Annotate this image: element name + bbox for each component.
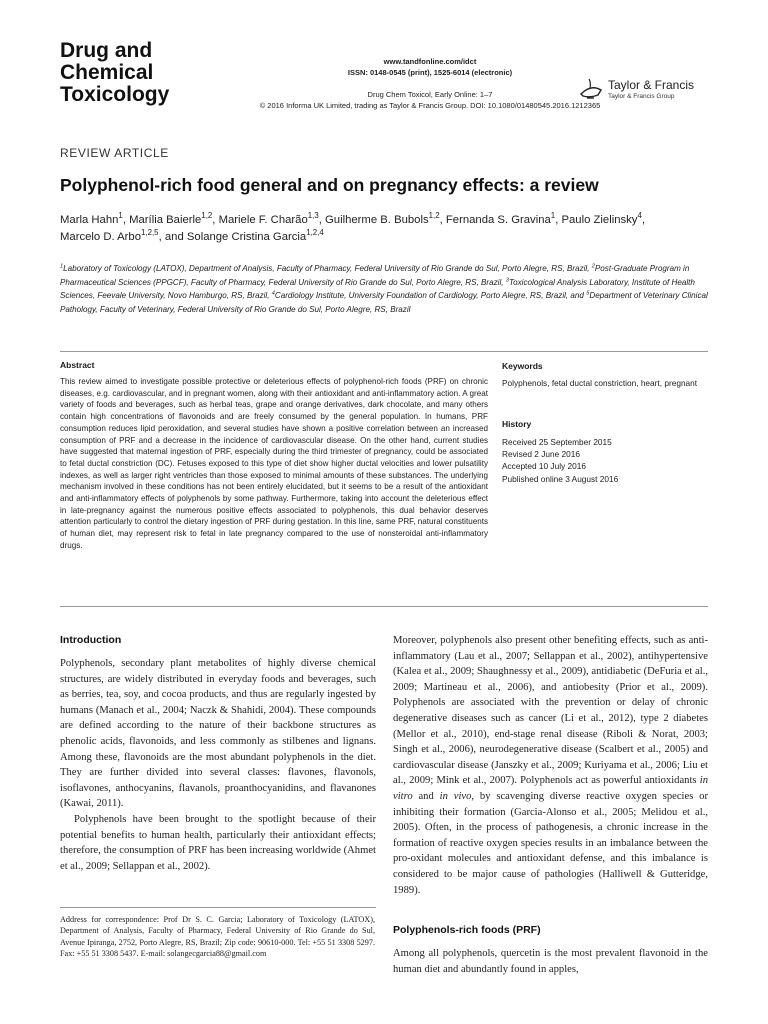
introduction-paragraph: Polyphenols have been brought to the spotlight because of their potential benefits to human health, particularly their antioxidant effects; therefore, the consumption of PRF has been increasing worldwide (Ahmet et al., 2009; Sellappan et al., 2002). — [60, 813, 376, 872]
publisher-name: Taylor & Francis — [608, 78, 695, 92]
introduction-paragraph: Polyphenols, secondary plant metabolites of highly diverse chemical structures, are widely distributed in everyday foods and beverages, such as berries, tea, soy, and cocoa products, and thus are regularly ingested by humans (Manach et al., 2004; Naczk & Shahidi, 2004). These compounds are defined according to the nature of their backbone structures as phenolic acids, flavonoids, and less commonly as stilbenes and lignans. Among these, flavonoids are the most abundant polyphenols in the diet. They are further divided into several classes: flavones, flavonols, isoflavones, anthocyanins, flavanols, proanthocyanidins, and flavanones (Kawai, 2011). — [60, 658, 376, 810]
author-list: Marla Hahn$^1$, Marília Baierle$^{1,2}$, Mariele F. Charão$^{1,3}$, Guilherme B. Bubols$^{1,2}$, Fernanda S. Gravina$^1$, Paulo Zielinsky$^4$, Marcelo D. Arbo$^{1,2,5}$, and Solange Cristina Garcia$^{1,2,4}$ — [60, 211, 645, 243]
history-item-received: Received 25 September 2015 — [502, 437, 612, 447]
author-affiliation-marker: 1,3 — [307, 211, 319, 221]
section-divider — [60, 351, 708, 352]
publisher-group: Taylor & Francis Group — [608, 93, 675, 100]
affiliations: $^1$Laboratory of Toxicology (LATOX), Department of Analysis, Faculty of Pharmacy, Federal University of Rio Grande do Sul, Porto Alegre, RS, Brazil, $^2$Post-Graduate Program in Pharmaceutical Sciences (PPGCF), Faculty of Pharmacy, Federal University of Rio Grande do Sul, Porto Alegre, RS, Brazil, $^3$Toxicological Analysis Laboratory, Institute of Health Sciences, Feevale University, Novo Hamburgo, RS, Brazil, $^4$Cardiology Institute, University Foundation of Cardiology, Porto Alegre, RS, Brazil, and $^5$Department of Veterinary Clinical Pathology, Faculty of Veterinary, Federal University of Rio Grande do Sul, Porto Alegre, RS, Brazil — [60, 263, 708, 314]
author-name: Marcelo D. Arbo — [60, 231, 141, 243]
history-item-accepted: Accepted 10 July 2016 — [502, 461, 586, 472]
author-name: Paulo Zielinsky — [561, 214, 638, 226]
author-name: Solange Cristina Garcia — [186, 231, 307, 243]
affiliation: Cardiology Institute, University Foundation of Cardiology, Porto Alegre, RS, Brazil, and — [274, 291, 584, 300]
author-name: Fernanda S. Gravina — [445, 214, 551, 226]
prf-section-paragraph: Among all polyphenols, quercetin is the most prevalent flavonoid in the human diet and abundantly found in apples, — [393, 948, 708, 975]
journal-logo — [60, 40, 180, 106]
author-affiliation-marker: 1,2,5 — [141, 228, 159, 238]
history-item-revised: Revised 2 June 2016 — [502, 449, 580, 460]
journal-website-link[interactable]: www.tandfonline.com/idct — [383, 57, 477, 66]
introduction-heading: Introduction — [60, 634, 122, 646]
author-name: Marla Hahn — [60, 214, 119, 226]
affiliation: Department of Veterinary Clinical Pathology, Faculty of Veterinary, Federal University of Rio Grande do Sul, Porto Alegre, RS, Brazil — [60, 291, 708, 314]
prf-section-heading: Polyphenols-rich foods (PRF) — [393, 924, 541, 936]
affiliation: Post-Graduate Program in Pharmaceutical Sciences (PPGCF), Faculty of Pharmacy, Federal University of Rio Grande do Sul, Porto Alegre, RS, Brazil, — [60, 264, 690, 287]
journal-logo-line-1: Drug and — [60, 39, 153, 62]
author-affiliation-marker: 4 — [637, 211, 642, 221]
keywords-text: Polyphenols, fetal ductal constriction, heart, pregnant — [502, 378, 698, 388]
abstract-text: This review aimed to investigate possible protective or deleterious effects of polyphenol-rich foods (PRF) on chronic diseases, e.g. cardiovascular, and in pregnant women, along with their antioxidant and anti-inflammatory action. A great variety of foods and beverages, such as herbal teas, grape and orange derivatives, dark chocolate, and many others contain high concentrations of flavonoids and are freely consumed by the general population. In humans, PRF consumption reduces lipid peroxidation, and several studies have shown a positive correlation between an increased consumption of PRF and a decrease in the incidence of cardiovascular disease. On the other hand, current studies have suggested that maternal ingestion of PRF, especially during the third trimester of pregnancy, could be associated to fetal ductal constriction (DC). Fetuses exposed to this type of diet show higher ductal velocities and lower pulsatility indexes, as well as larger right ventricles than those exposed to minimal amounts of these substances. The underlying mechanism involved in these conditions has not been entirely elucidated, but it seems to be a result of the antioxidant and anti-inflammatory effects of polyphenols by some pathway. Furthermore, taking into account the deleterious effect in late-pregnancy against the numerous positive effects associated to polyphenols, this dual behavior deserves attention particularly to control the dietary ingestion of PRF during gestation. In this line, same PRF, natural constituents of human diet, may represent risk to fetal in late pregnancy compared to the use of nonsteroidal anti-inflammatory drugs. — [60, 377, 488, 550]
keywords-heading: Keywords — [502, 361, 543, 371]
author-affiliation-marker: 1,2,4 — [306, 228, 324, 238]
introduction-right-column — [393, 633, 708, 898]
author-name: Guilherme B. Bubols — [325, 214, 429, 226]
history-item-published: Published online 3 August 2016 — [502, 473, 619, 484]
journal-citation: Drug Chem Toxicol, Early Online: 1–7 — [367, 90, 493, 99]
article-type: REVIEW ARTICLE — [60, 146, 169, 160]
history-heading: History — [502, 419, 532, 429]
journal-logo-line-3: Toxicology — [60, 83, 170, 106]
author-affiliation-marker: 1,2 — [201, 211, 213, 221]
author-name: Marília Baierle — [129, 214, 202, 226]
abstract-heading: Abstract — [60, 360, 95, 370]
section-divider — [60, 606, 708, 607]
author-affiliation-marker: 1,2 — [428, 211, 440, 221]
journal-logo-line-2: Chemical — [60, 61, 154, 84]
article-title: Polyphenol-rich food general and on pregnancy effects: a review — [60, 175, 599, 195]
correspondence-footnote: Address for correspondence: Prof Dr S. C. Garcia; Laboratory of Toxicology (LATOX), Department of Analysis, Faculty of Pharmacy, Federal University of Rio Grande do Sul, Avenue Ipiranga, 2752, Porto Alegre, RS, Brazil; Zip code: 90610-000. Tel: +55 51 3308 5297. Fax: +55 51 3308 5437. E-mail: solangecgarcia88@gmail.com — [60, 915, 375, 958]
author-affiliation-marker: 1 — [118, 211, 123, 221]
history-list — [502, 436, 712, 485]
prf-section-body — [393, 946, 708, 977]
journal-header-info — [250, 56, 610, 111]
publisher-lamp-icon — [578, 78, 604, 102]
author-affiliation-marker: 1 — [550, 211, 556, 221]
affiliation: Toxicological Analysis Laboratory, Institute of Health Sciences, Feevale University, Novo Hamburgo, RS, Brazil, — [60, 277, 695, 300]
journal-issn: ISSN: 0148-0545 (print), 1525-6014 (electronic) — [347, 68, 513, 77]
journal-copyright: © 2016 Informa UK Limited, trading as Taylor & Francis Group. DOI: 10.1080/01480545.2016.1212365 — [259, 101, 601, 110]
introduction-left-column — [60, 656, 376, 874]
footnote-divider — [60, 907, 376, 908]
introduction-continued-paragraph: Moreover, polyphenols also present other benefiting effects, such as anti-inflammatory (Lau et al., 2007; Sellappan et al., 2002), antihypertensive (Kalea et al., 2009; Shaughnessy et al., 2009), antidiabetic (DeFuria et al., 2009; Martineau et al., 2006), and antiobesity (Prior et al., 2009). Polyphenols are associated with the prevention or delay of chronic degenerative diseases such as cancer (Li et al., 2012), type 2 diabetes (Mellor et al., 2010), end-stage renal disease (Riboli & Norat, 2003; Singh et al., 2006), neurodegenerative disease (Scalbert et al., 2005) and cardiovascular disease (Janszky et al., 2009; Kuriyama et al., 2006; Liu et al., 2009; Mink et al., 2007). Polyphenols act as powerful antioxidants in vitro and in vivo, by scavenging diverse reactive oxygen species or inhibiting their formation (Garcia-Alonso et al., 2005; Melidou et al., 2005). Often, in the process of pathogenesis, a chronic increase in the formation of reactive oxygen species results in an imbalance between the pro-oxidant molecules and antioxidant defense, and this imbalance is considered to be major cause of pathologies (Halliwell & Gutteridge, 1989). — [393, 635, 708, 896]
affiliation: Laboratory of Toxicology (LATOX), Department of Analysis, Faculty of Pharmacy, Federal University of Rio Grande do Sul, Porto Alegre, RS, Brazil, — [63, 264, 590, 273]
author-name: Mariele F. Charão — [218, 214, 308, 226]
